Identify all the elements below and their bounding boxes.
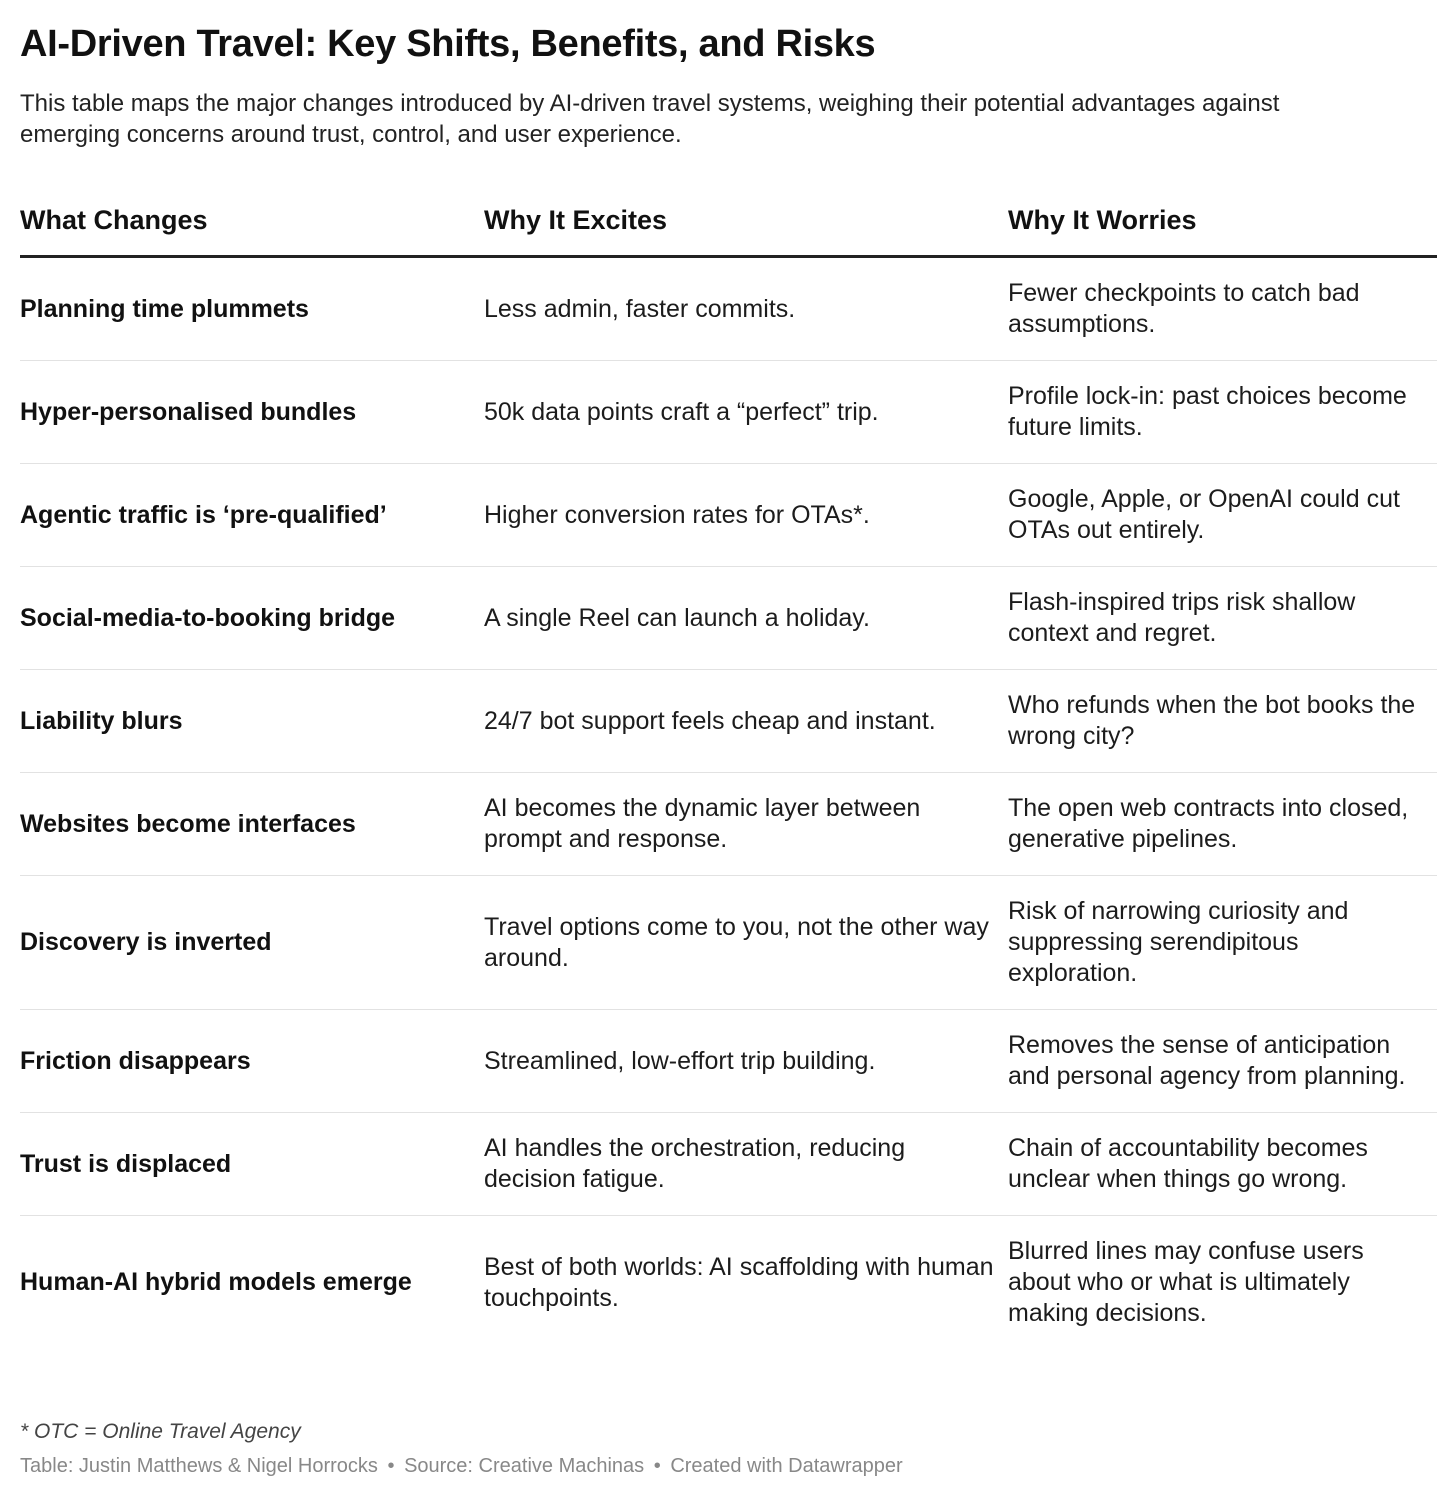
worries-cell: Google, Apple, or OpenAI could cut OTAs out entirely. — [1008, 464, 1437, 567]
change-cell: Trust is displaced — [20, 1113, 484, 1216]
table-row — [20, 257, 1437, 361]
excites-cell: Less admin, faster commits. — [484, 257, 1008, 361]
created-with: Created with Datawrapper — [670, 1455, 903, 1477]
excites-cell: A single Reel can launch a holiday. — [484, 567, 1008, 670]
excites-cell: AI becomes the dynamic layer between prompt and response. — [484, 773, 1008, 876]
footnote: * OTC = Online Travel Agency — [20, 1420, 301, 1443]
change-cell: Websites become interfaces — [20, 773, 484, 876]
change-cell: Agentic traffic is ‘pre-qualified’ — [20, 464, 484, 567]
worries-cell: Chain of accountability becomes unclear when things go wrong. — [1008, 1113, 1437, 1216]
data-table — [20, 202, 1437, 1349]
excites-cell: Streamlined, low-effort trip building. — [484, 1010, 1008, 1113]
column-header-what-changes: What Changes — [20, 202, 484, 257]
change-cell: Liability blurs — [20, 670, 484, 773]
worries-cell: Fewer checkpoints to catch bad assumptions. — [1008, 257, 1437, 361]
table-row — [20, 670, 1437, 773]
worries-cell: Blurred lines may confuse users about who or what is ultimately making decisions. — [1008, 1237, 1364, 1327]
table-body — [20, 257, 1437, 1350]
worries-cell: Flash-inspired trips risk shallow context and regret. — [1008, 567, 1437, 670]
table-row — [20, 773, 1437, 876]
page-subtitle: This table maps the major changes introduced by AI-driven travel systems, weighing their potential advantages against emerging concerns around trust, control, and user experience. — [20, 90, 1280, 148]
table-figure — [20, 20, 1437, 1349]
change-cell: Planning time plummets — [20, 257, 484, 361]
excites-cell: AI handles the orchestration, reducing decision fatigue. — [484, 1113, 1008, 1216]
page-title: AI-Driven Travel: Key Shifts, Benefits, and Risks — [20, 23, 876, 65]
excites-cell: Higher conversion rates for OTAs*. — [484, 464, 1008, 567]
worries-cell: Removes the sense of anticipation and personal agency from planning. — [1008, 1010, 1437, 1113]
table-row — [20, 876, 1437, 1010]
change-cell: Hyper-personalised bundles — [20, 361, 484, 464]
table-row — [20, 567, 1437, 670]
source-credit: Source: Creative Machinas — [404, 1455, 645, 1477]
table-credit: Table: Justin Matthews & Nigel Horrocks — [20, 1455, 378, 1477]
worries-cell: Risk of narrowing curiosity and suppressing serendipitous exploration. — [1008, 876, 1437, 1010]
separator: • — [387, 1455, 395, 1477]
change-cell: Friction disappears — [20, 1010, 484, 1113]
column-header-why-it-worries: Why It Worries — [1008, 202, 1437, 257]
excites-cell: 24/7 bot support feels cheap and instant. — [484, 670, 1008, 773]
change-cell: Social-media-to-booking bridge — [20, 567, 484, 670]
change-cell: Human-AI hybrid models emerge — [20, 1268, 412, 1296]
table-row — [20, 1113, 1437, 1216]
worries-cell: Profile lock-in: past choices become future limits. — [1008, 361, 1437, 464]
worries-cell: Who refunds when the bot books the wrong city? — [1008, 670, 1437, 773]
source-line — [20, 1453, 903, 1479]
separator: • — [653, 1455, 661, 1477]
excites-cell: 50k data points craft a “perfect” trip. — [484, 361, 1008, 464]
table-row — [20, 361, 1437, 464]
table-header — [20, 202, 1437, 257]
change-cell: Discovery is inverted — [20, 876, 484, 1010]
worries-cell: The open web contracts into closed, generative pipelines. — [1008, 773, 1437, 876]
excites-cell: Travel options come to you, not the other way around. — [484, 876, 1008, 1010]
header-row — [20, 202, 1437, 257]
column-header-why-it-excites: Why It Excites — [484, 202, 1008, 257]
excites-cell: Best of both worlds: AI scaffolding with human touchpoints. — [484, 1252, 994, 1312]
table-row — [20, 1010, 1437, 1113]
table-row — [20, 1216, 1437, 1350]
table-row — [20, 464, 1437, 567]
